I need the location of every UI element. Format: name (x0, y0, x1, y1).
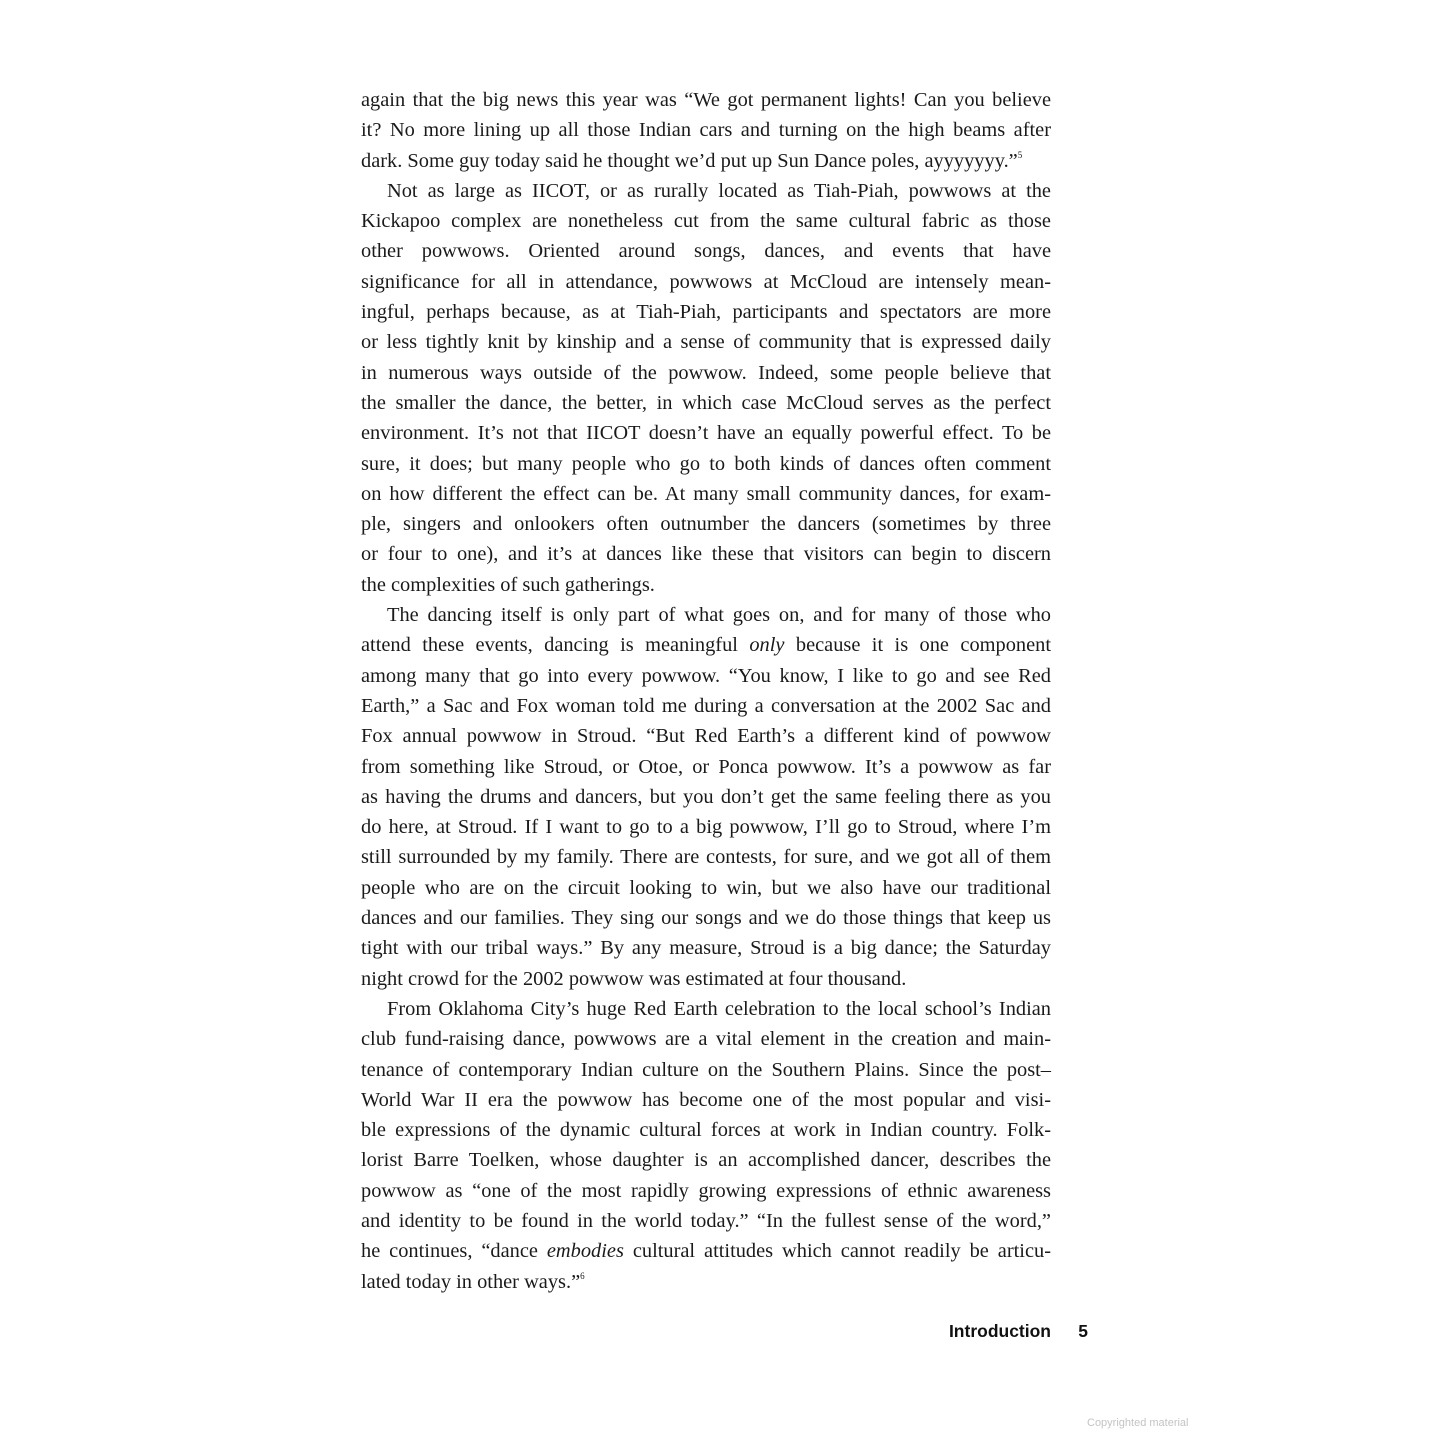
text-line: The dancing itself is only part of what goes on, and for many of those who (387, 604, 1051, 627)
text-run: cultural attitudes which cannot readily be articu- (623, 1240, 1051, 1263)
text-line: among many that go into every powwow. “You know, I like to go and see Red (361, 664, 1051, 687)
text-line: in numerous ways outside of the powwow. Indeed, some people believe that (361, 361, 1051, 384)
text-run: he continues, “dance (361, 1240, 547, 1263)
text-line: World War II era the powwow has become one of the most popular and visi- (361, 1088, 1051, 1111)
text-line: night crowd for the 2002 powwow was estimated at four thousand. (361, 967, 907, 990)
text-line: powwow as “one of the most rapidly growing expressions of ethnic awareness (361, 1179, 1051, 1202)
text-line: ingful, perhaps because, as at Tiah-Piah, participants and spectators are more (361, 301, 1051, 324)
text-line: and identity to be found in the world today.” “In the fullest sense of the word,” (361, 1209, 1051, 1232)
running-head: Introduction (948, 1321, 1051, 1341)
footnote-marker: 5 (1017, 149, 1023, 160)
text-line: or four to one), and it’s at dances like these that visitors can begin to discern (361, 543, 1051, 566)
text-line (361, 146, 1051, 176)
text-line: From Oklahoma City’s huge Red Earth celebration to the local school’s Indian (387, 997, 1051, 1020)
text-line: club fund-raising dance, powwows are a vital element in the creation and main- (361, 1028, 1051, 1051)
italic-text: only (749, 634, 785, 657)
text-line: or less tightly knit by kinship and a sense of community that is expressed daily (361, 331, 1051, 354)
text-line: still surrounded by my family. There are contests, for sure, and we got all of them (361, 846, 1051, 869)
text-line: tight with our tribal ways.” By any measure, Stroud is a big dance; the Saturday (361, 937, 1051, 960)
text-line: Earth,” a Sac and Fox woman told me during a conversation at the 2002 Sac and (361, 694, 1051, 717)
page-footer (361, 1318, 1088, 1344)
text-line: from something like Stroud, or Otoe, or Ponca powwow. It’s a powwow as far (361, 755, 1051, 778)
text-run: lated today in other ways.” (361, 1270, 581, 1293)
text-line: it? No more lining up all those Indian cars and turning on the high beams after (361, 119, 1051, 142)
text-line: significance for all in attendance, powwows at McCloud are intensely mean- (361, 270, 1051, 293)
text-run: attend these events, dancing is meaningful (361, 634, 750, 657)
text-line: Kickapoo complex are nonetheless cut from the same cultural fabric as those (361, 210, 1051, 233)
text-line: environment. It’s not that IICOT doesn’t have an equally powerful effect. To be (361, 422, 1051, 445)
text-line: as having the drums and dancers, but you don’t get the same feeling there as you (361, 785, 1051, 808)
text-line: Not as large as IICOT, or as rurally located as Tiah-Piah, powwows at the (387, 179, 1051, 202)
body-text (361, 85, 1051, 1297)
text-line (361, 1236, 1051, 1266)
text-line: sure, it does; but many people who go to both kinds of dances often comment (361, 452, 1051, 475)
text-line: the complexities of such gatherings. (361, 573, 655, 596)
text-line: lorist Barre Toelken, whose daughter is an accomplished dancer, describes the (361, 1149, 1051, 1172)
footnote-marker: 6 (580, 1270, 585, 1281)
text-line: other powwows. Oriented around songs, dances, and events that have (361, 240, 1051, 263)
text-line: tenance of contemporary Indian culture on the Southern Plains. Since the post– (361, 1058, 1051, 1081)
text-line: ble expressions of the dynamic cultural forces at work in Indian country. Folk- (361, 1119, 1051, 1142)
text-line: people who are on the circuit looking to win, but we also have our traditional (361, 876, 1051, 899)
text-line: ple, singers and onlookers often outnumber the dancers (sometimes by three (361, 513, 1051, 536)
text-run: dark. Some guy today said he thought we’d put up Sun Dance poles, ayyyyyyy.” (361, 149, 1018, 172)
page-number: 5 (1078, 1321, 1088, 1341)
text-line: again that the big news this year was “We got permanent lights! Can you believe (361, 89, 1051, 111)
text-line: on how different the effect can be. At many small community dances, for exam- (361, 482, 1051, 505)
text-run: because it is one component (784, 634, 1051, 657)
text-line (361, 1267, 1051, 1297)
text-line (361, 630, 1051, 660)
text-line: Fox annual powwow in Stroud. “But Red Earth’s a different kind of powwow (361, 725, 1051, 748)
italic-text: embodies (546, 1240, 624, 1263)
text-line: the smaller the dance, the better, in which case McCloud serves as the perfect (361, 391, 1051, 414)
text-line: dances and our families. They sing our songs and we do those things that keep us (361, 907, 1051, 930)
copyright-watermark: Copyrighted material (1087, 1417, 1189, 1429)
text-line: do here, at Stroud. If I want to go to a big powwow, I’ll go to Stroud, where I’m (361, 816, 1051, 839)
